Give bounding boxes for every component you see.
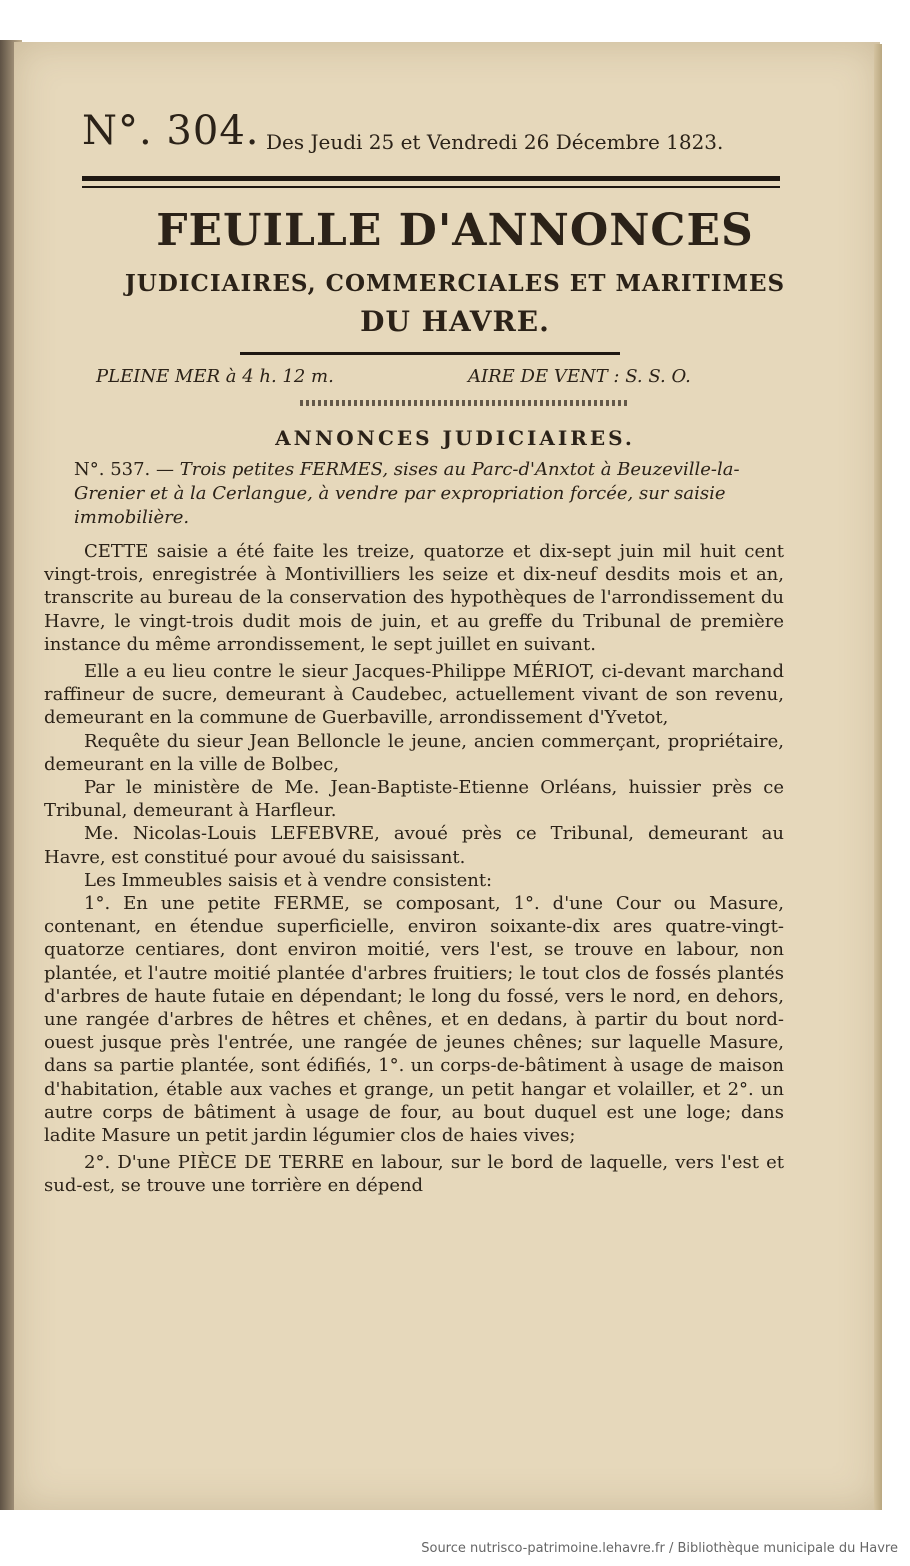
notice-body xyxy=(44,540,784,1198)
notice-number: N°. 537. — xyxy=(74,459,174,480)
paragraph: 1°. En une petite FERME, se composant, 1°. d'une Cour ou Masure, contenant, en étendue superficielle, environ soixante-dix ares quatre-vingt-quatorze centiares, dont environ moitié, vers l'est, se trouve en labour, non plantée, et l'autre moitié plantée d'arbres fruitiers; le tout clos de fossés plantés d'arbres de haute futaie en dépendant; le long du fossé, vers le nord, en dehors, une rangée d'arbres de hêtres et chênes, et en dedans, à partir du bout nord-ouest jusque près l'entrée, une rangée de jeunes chênes; sur laquelle Masure, dans sa partie plantée, sont édifiés, 1°. un corps-de-bâtiment à usage de maison d'habitation, étable aux vaches et grange, un petit hangar et volailler, et 2°. un autre corps de bâtiment à usage de four, au bout duquel est une loge; dans ladite Masure un petit jardin légumier clos de haies vives; xyxy=(44,893,784,1147)
header-rule-thin xyxy=(82,186,780,188)
ornamental-divider xyxy=(300,400,630,406)
masthead-place: DU HAVRE. xyxy=(360,305,550,338)
high-water-time: PLEINE MER à 4 h. 12 m. xyxy=(96,366,334,387)
issue-header xyxy=(82,108,782,158)
wind-direction: AIRE DE VENT : S. S. O. xyxy=(468,366,691,387)
paragraph: Elle a eu lieu contre le sieur Jacques-Philippe MÉRIOT, ci-devant marchand raffineur de sucre, demeurant à Caudebec, actuellement vivant de son revenu, demeurant en la commune de Guerbaville, arrondissement d'Yvetot, xyxy=(44,661,784,729)
masthead-rule xyxy=(240,352,620,355)
masthead-subtitle: JUDICIAIRES, COMMERCIALES ET MARITIMES xyxy=(124,270,786,297)
section-heading: ANNONCES JUDICIAIRES. xyxy=(275,426,635,450)
paragraph: Requête du sieur Jean Belloncle le jeune, ancien commerçant, propriétaire, demeurant en la ville de Bolbec, xyxy=(44,730,784,775)
source-credit: Source nutrisco-patrimoine.lehavre.fr / Bibliothèque municipale du Havre xyxy=(421,1541,898,1556)
paragraph: Me. Nicolas-Louis LEFEBVRE, avoué près ce Tribunal, demeurant au Havre, est constitué pour avoué du saisissant. xyxy=(44,823,784,868)
paragraph: 2°. D'une PIÈCE DE TERRE en labour, sur le bord de laquelle, vers l'est et sud-est, se trouve une torrière en dépend xyxy=(44,1152,784,1197)
page-stack-edge xyxy=(874,44,882,1510)
issue-dates: Des Jeudi 25 et Vendredi 26 Décembre 1823. xyxy=(266,130,724,154)
paragraph: Par le ministère de Me. Jean-Baptiste-Etienne Orléans, huissier près ce Tribunal, demeurant à Harfleur. xyxy=(44,777,784,822)
paragraph: Les Immeubles saisis et à vendre consistent: xyxy=(84,869,493,891)
notice-summary xyxy=(74,458,774,530)
paragraph: CETTE saisie a été faite les treize, quatorze et dix-sept juin mil huit cent vingt-trois, enregistrée à Montivilliers les seize et dix-neuf desdits mois et an, transcrite au bureau de la conservation des hypothèques de l'arrondissement du Havre, le vingt-trois dudit mois de juin, et au greffe du Tribunal de première instance du même arrondissement, le sept juillet en suivant. xyxy=(44,541,784,655)
masthead-title: FEUILLE D'ANNONCES xyxy=(156,205,754,256)
issue-number: N°. 304. xyxy=(82,108,260,154)
notice-summary-text: Trois petites FERMES, sises au Parc-d'Anxtot à Beuzeville-la-Grenier et à la Cerlangue, à vendre par expropriation forcée, sur saisie immobilière. xyxy=(74,459,740,528)
header-rule-thick xyxy=(82,176,780,181)
